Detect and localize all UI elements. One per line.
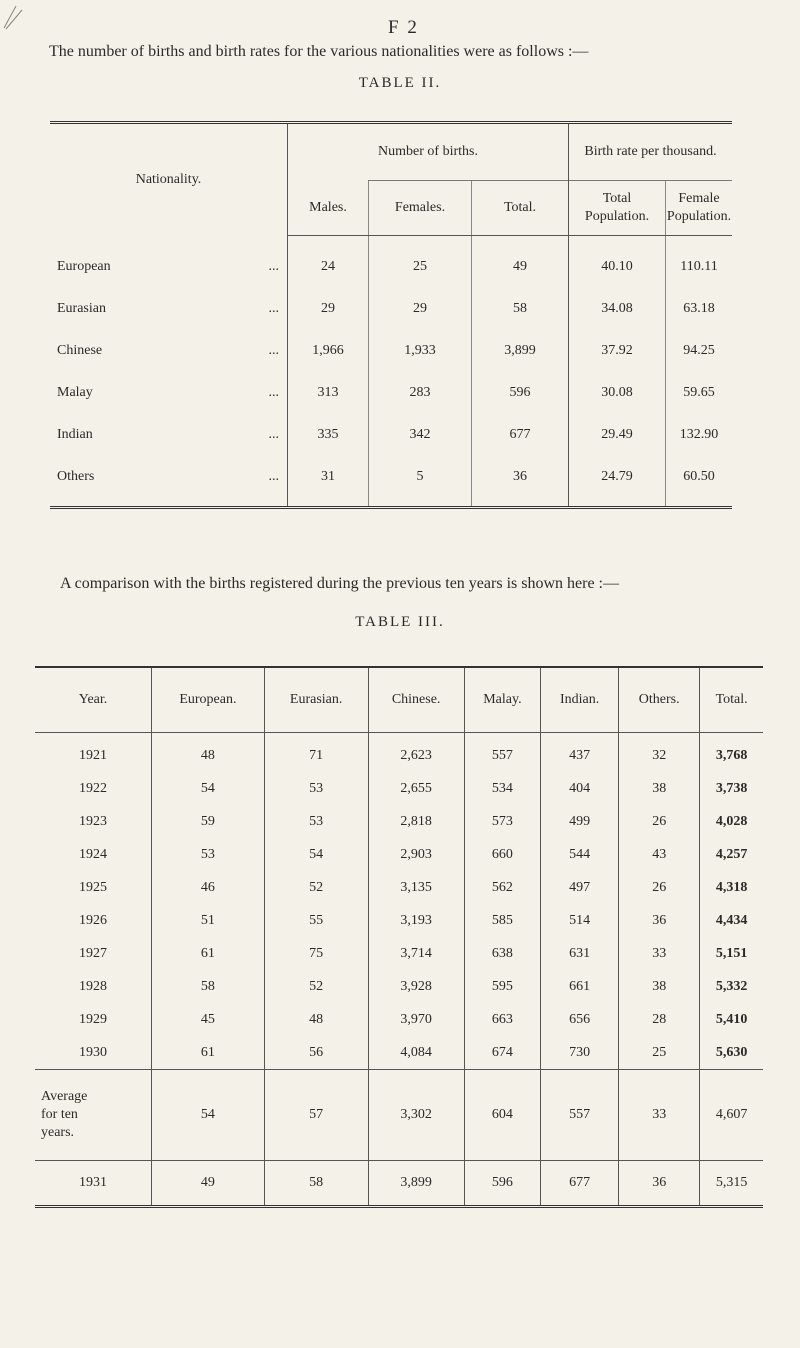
table3-cell-european: 61	[152, 937, 265, 970]
table2-cell-females: 29	[369, 288, 472, 330]
table3-average-european: 54	[152, 1070, 265, 1161]
table2-cell-total-pop: 24.79	[569, 456, 666, 508]
table3-average-eurasian: 57	[264, 1070, 368, 1161]
table2-cell-males: 313	[288, 372, 369, 414]
table3-cell-others: 26	[619, 871, 700, 904]
table3-cell-chinese: 4,084	[368, 1036, 464, 1070]
table3-cell-total: 4,434	[700, 904, 763, 937]
table2-cell-female-pop: 94.25	[666, 330, 733, 372]
table3-cell-malay: 585	[464, 904, 540, 937]
table2-cell-total-pop: 29.49	[569, 414, 666, 456]
table3-cell-total: 4,318	[700, 871, 763, 904]
table2-header-males: Males.	[288, 181, 369, 236]
leader-dots: ...	[268, 258, 279, 274]
table3-cell-chinese: 3,193	[368, 904, 464, 937]
table3-cell-eurasian: 54	[264, 838, 368, 871]
table3-average-chinese: 3,302	[368, 1070, 464, 1161]
nationality-label: Indian	[57, 427, 93, 442]
table3-row	[35, 733, 763, 773]
nationality-label: Others	[57, 469, 95, 484]
table3-cell-chinese: 3,899	[368, 1161, 464, 1207]
table3-cell-eurasian: 58	[264, 1161, 368, 1207]
table3-cell-chinese: 2,623	[368, 733, 464, 773]
table2-cell-males: 31	[288, 456, 369, 508]
leader-dots: ...	[268, 469, 279, 484]
table2-header-number-of-births: Number of births.	[288, 123, 569, 181]
table2-row	[50, 288, 732, 330]
table3-cell-total: 3,768	[700, 733, 763, 773]
table2-cell-females: 1,933	[369, 330, 472, 372]
table3-cell-others: 36	[619, 904, 700, 937]
table3-cell-european: 61	[152, 1036, 265, 1070]
table3-row	[35, 904, 763, 937]
table3-cell-malay: 534	[464, 772, 540, 805]
table3-cell-others: 32	[619, 733, 700, 773]
table2-cell-females: 342	[369, 414, 472, 456]
table3-cell-indian: 656	[541, 1003, 619, 1036]
table3-cell-chinese: 3,135	[368, 871, 464, 904]
table2-cell-total: 3,899	[472, 330, 569, 372]
table3-cell-others: 36	[619, 1161, 700, 1207]
table3-cell-eurasian: 52	[264, 871, 368, 904]
table2-row	[50, 236, 732, 289]
table3-row	[35, 970, 763, 1003]
table3-cell-total: 5,410	[700, 1003, 763, 1036]
table3-cell-european: 54	[152, 772, 265, 805]
table2-cell-nationality	[50, 456, 288, 508]
table3-average-indian: 557	[541, 1070, 619, 1161]
table3-cell-malay: 573	[464, 805, 540, 838]
table3-cell-european: 48	[152, 733, 265, 773]
leader-dots: ...	[268, 343, 279, 358]
table3-average-total: 4,607	[700, 1070, 763, 1161]
leader-dots: ...	[268, 301, 279, 316]
table3-header-malay: Malay.	[464, 667, 540, 733]
table3-cell-others: 38	[619, 772, 700, 805]
table3-cell-total: 5,332	[700, 970, 763, 1003]
table3-cell-chinese: 2,818	[368, 805, 464, 838]
table2-row	[50, 414, 732, 456]
table3-cell-european: 46	[152, 871, 265, 904]
table3-title: TABLE III.	[355, 614, 445, 630]
table3-cell-european: 58	[152, 970, 265, 1003]
table3-cell-indian: 437	[541, 733, 619, 773]
table2-cell-males: 24	[288, 236, 369, 289]
nationality-label: European	[57, 258, 111, 274]
table3-row	[35, 1036, 763, 1070]
table2-cell-total-pop: 30.08	[569, 372, 666, 414]
table3-cell-eurasian: 48	[264, 1003, 368, 1036]
table2	[50, 121, 732, 509]
leader-dots: ...	[268, 385, 279, 400]
table2-cell-female-pop: 59.65	[666, 372, 733, 414]
table3-row	[35, 1003, 763, 1036]
nationality-label: Eurasian	[57, 301, 106, 316]
table2-cell-total: 596	[472, 372, 569, 414]
table3-cell-year: 1921	[79, 747, 107, 763]
table3-cell-year: 1924	[79, 846, 107, 862]
table3-cell-indian: 404	[541, 772, 619, 805]
table3-cell-indian: 661	[541, 970, 619, 1003]
table3-average-others: 33	[619, 1070, 700, 1161]
table2-cell-males: 29	[288, 288, 369, 330]
table3-cell-others: 25	[619, 1036, 700, 1070]
table3-header-eurasian: Eurasian.	[264, 667, 368, 733]
table2-cell-males: 335	[288, 414, 369, 456]
table3-row	[35, 838, 763, 871]
table3-cell-year: 1925	[79, 879, 107, 895]
table3-cell-malay: 596	[464, 1161, 540, 1207]
table2-row	[50, 456, 732, 508]
table3-cell-european: 49	[152, 1161, 265, 1207]
table3-cell-indian: 544	[541, 838, 619, 871]
table3-cell-others: 33	[619, 937, 700, 970]
table3-cell-year: 1922	[79, 780, 107, 796]
table2-row	[50, 330, 732, 372]
table2-cell-nationality	[50, 414, 288, 456]
table2-header-nationality: Nationality.	[135, 171, 202, 187]
table3-cell-european: 53	[152, 838, 265, 871]
table3-cell-eurasian: 75	[264, 937, 368, 970]
table3-cell-others: 38	[619, 970, 700, 1003]
table3-header-others: Others.	[619, 667, 700, 733]
table2-cell-total: 49	[472, 236, 569, 289]
table3-header-indian: Indian.	[541, 667, 619, 733]
table2-cell-total-pop: 37.92	[569, 330, 666, 372]
average-label-line: for ten	[41, 1107, 78, 1122]
nationality-label: Chinese	[57, 343, 103, 358]
table2-cell-males: 1,966	[288, 330, 369, 372]
table3-row	[35, 937, 763, 970]
table3-cell-total: 5,630	[700, 1036, 763, 1070]
table3-cell-year: 1927	[79, 945, 107, 961]
table2-cell-total-pop: 40.10	[569, 236, 666, 289]
table3-cell-eurasian: 56	[264, 1036, 368, 1070]
table2-cell-females: 5	[369, 456, 472, 508]
average-label-line: years.	[41, 1125, 75, 1140]
table3-cell-year: 1923	[79, 813, 107, 829]
table3-cell-indian: 730	[541, 1036, 619, 1070]
table3-cell-european: 51	[152, 904, 265, 937]
table3-cell-malay: 595	[464, 970, 540, 1003]
table3-cell-eurasian: 53	[264, 805, 368, 838]
table2-cell-total-pop: 34.08	[569, 288, 666, 330]
table3-average-label	[35, 1070, 152, 1161]
table2-header-females: Females.	[369, 181, 472, 236]
table3-cell-malay: 638	[464, 937, 540, 970]
table3-cell-year: 1926	[79, 912, 107, 928]
table2-cell-total: 58	[472, 288, 569, 330]
table3-row	[35, 805, 763, 838]
table3-cell-eurasian: 52	[264, 970, 368, 1003]
table3-cell-indian: 677	[541, 1161, 619, 1207]
table3-cell-others: 28	[619, 1003, 700, 1036]
table3-cell-others: 26	[619, 805, 700, 838]
table2-row	[50, 372, 732, 414]
table3-cell-eurasian: 71	[264, 733, 368, 773]
table2-title: TABLE II.	[358, 75, 442, 91]
table3-cell-eurasian: 55	[264, 904, 368, 937]
table3-cell-malay: 660	[464, 838, 540, 871]
table3-cell-chinese: 2,655	[368, 772, 464, 805]
corner-pencil-mark	[2, 2, 26, 30]
table3-cell-total: 3,738	[700, 772, 763, 805]
table2-cell-total: 677	[472, 414, 569, 456]
comparison-paragraph	[44, 573, 764, 595]
table3-cell-european: 45	[152, 1003, 265, 1036]
table3-row	[35, 772, 763, 805]
table2-header-birth-rate: Birth rate per thousand.	[569, 123, 733, 181]
table2-cell-female-pop: 63.18	[666, 288, 733, 330]
table2-cell-nationality	[50, 236, 288, 289]
table2-header-female-population: Female Population.	[666, 181, 733, 236]
table3-cell-indian: 631	[541, 937, 619, 970]
table2-cell-female-pop: 60.50	[666, 456, 733, 508]
comparison-paragraph-text: A comparison with the births registered during the previous ten years is shown here :—	[60, 575, 619, 592]
table3-cell-total: 5,315	[700, 1161, 763, 1207]
table3-header-chinese: Chinese.	[368, 667, 464, 733]
table2-cell-females: 283	[369, 372, 472, 414]
table2-cell-females: 25	[369, 236, 472, 289]
table3-cell-year: 1930	[79, 1044, 107, 1060]
table3-cell-total: 4,028	[700, 805, 763, 838]
table3-cell-year: 1931	[79, 1175, 107, 1190]
intro-text: The number of births and birth rates for the various nationalities were as follows :—	[49, 43, 589, 60]
table3-average-row	[35, 1070, 763, 1161]
table3-cell-european: 59	[152, 805, 265, 838]
table2-cell-nationality	[50, 288, 288, 330]
table2-cell-nationality	[50, 330, 288, 372]
table3-cell-chinese: 3,928	[368, 970, 464, 1003]
table2-cell-total: 36	[472, 456, 569, 508]
table3-cell-year: 1929	[79, 1011, 107, 1027]
table3-header-total: Total.	[700, 667, 763, 733]
table3-cell-eurasian: 53	[264, 772, 368, 805]
table3-cell-indian: 514	[541, 904, 619, 937]
table2-header-total-population: Total Population.	[569, 181, 666, 236]
table3-cell-total: 5,151	[700, 937, 763, 970]
table3-row-1931	[35, 1161, 763, 1207]
table3-cell-total: 4,257	[700, 838, 763, 871]
table3-cell-chinese: 2,903	[368, 838, 464, 871]
table3-row	[35, 871, 763, 904]
table3-average-malay: 604	[464, 1070, 540, 1161]
table3-cell-malay: 562	[464, 871, 540, 904]
table3-cell-indian: 499	[541, 805, 619, 838]
table2-cell-nationality	[50, 372, 288, 414]
table3-cell-year: 1928	[79, 978, 107, 994]
table3-cell-chinese: 3,970	[368, 1003, 464, 1036]
page-number: F 2	[388, 17, 419, 38]
table3-cell-indian: 497	[541, 871, 619, 904]
table2-cell-female-pop: 132.90	[666, 414, 733, 456]
leader-dots: ...	[268, 427, 279, 442]
table3-header-year: Year.	[35, 667, 152, 733]
table3-cell-malay: 674	[464, 1036, 540, 1070]
table3-cell-malay: 663	[464, 1003, 540, 1036]
table3	[35, 666, 763, 1208]
table3-header-european: European.	[152, 667, 265, 733]
table3-cell-others: 43	[619, 838, 700, 871]
average-label-line: Average	[41, 1089, 88, 1104]
nationality-label: Malay	[57, 385, 93, 400]
table2-cell-female-pop: 110.11	[666, 236, 733, 289]
table3-cell-chinese: 3,714	[368, 937, 464, 970]
table3-cell-malay: 557	[464, 733, 540, 773]
table2-header-total: Total.	[472, 181, 569, 236]
